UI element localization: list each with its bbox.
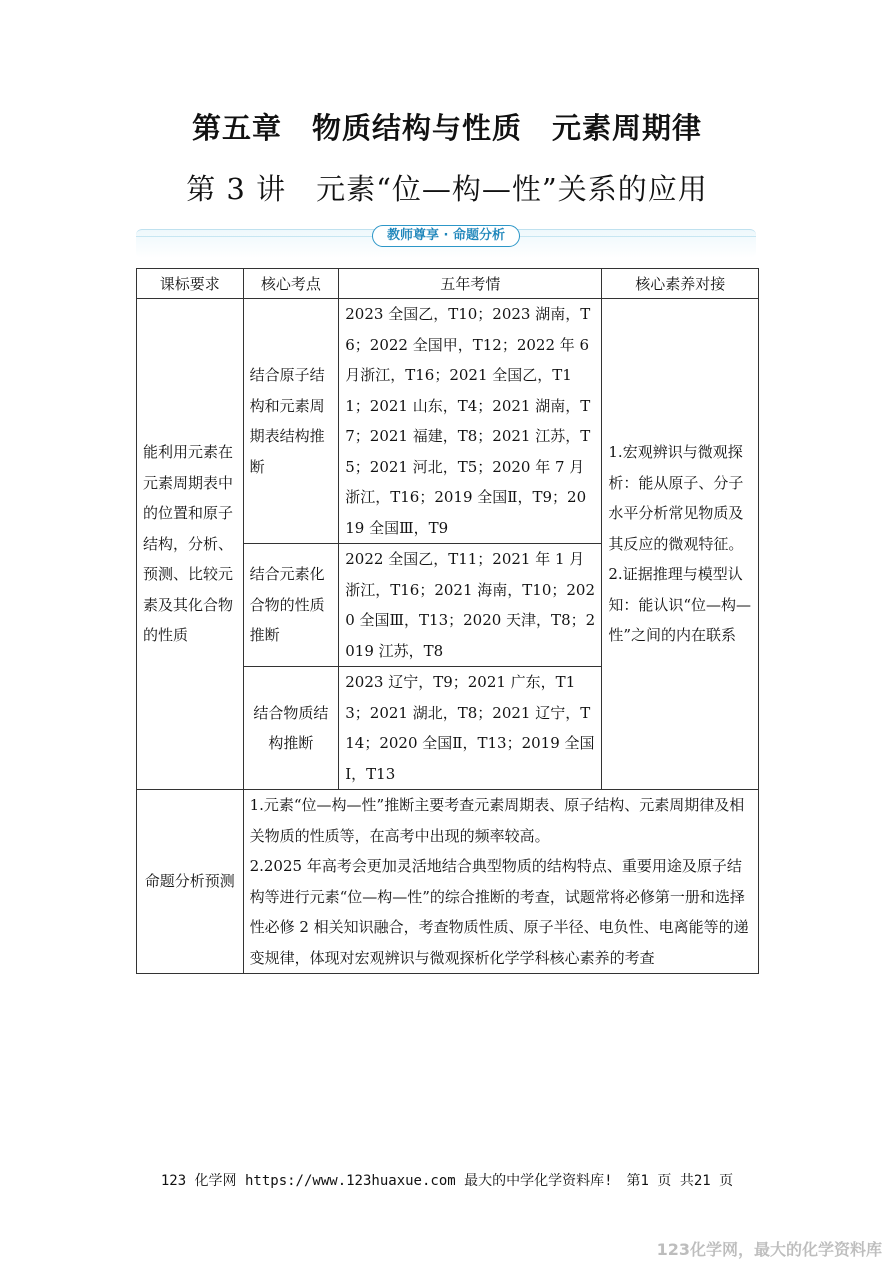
table-row	[137, 790, 759, 974]
analysis-table	[136, 268, 759, 974]
table-row	[137, 299, 759, 544]
header-requirement: 课标要求	[137, 269, 244, 299]
exams-cell: 2023 辽宁，T9；2021 广东，T13；2021 湖北，T8；2021 辽宁，T14；2020 全国Ⅱ，T13；2019 全国Ⅰ，T13	[339, 667, 602, 790]
forecast-item: 1.元素“位—构—性”推断主要考查元素周期表、原子结构、元素周期律及相关物质的性质等，在高考中出现的频率较高。	[249, 796, 745, 845]
forecast-cell	[243, 790, 758, 974]
header-core-point: 核心考点	[243, 269, 339, 299]
forecast-item: 2.2025 年高考会更加灵活地结合典型物质的结构特点、重要用途及原子结构等进行元素“位—构—性”的综合推断的考查，试题常将必修第一册和选择性必修 2 相关知识融合，考查物质性质、原子半径、电负性、电离能等的递变规律，体现对宏观辨识与微观探析化学学科核心素养的考查	[249, 857, 749, 967]
forecast-label-cell: 命题分析预测	[137, 790, 244, 974]
section-banner	[136, 229, 756, 258]
core-point-cell: 结合物质结构推断	[243, 667, 339, 790]
exams-cell: 2023 全国乙，T10；2023 湖南，T6；2022 全国甲，T12；2022 年 6 月浙江，T16；2021 全国乙，T11；2021 山东，T4；2021 湖南，T7；2021 福建，T8；2021 江苏，T5；2021 河北，T5；2020 年 7 月浙江，T16；2019 全国Ⅱ，T9；2019 全国Ⅲ，T9	[339, 299, 602, 544]
banner-label: 教师尊享 · 命题分析	[372, 225, 520, 247]
literacy-cell	[602, 299, 759, 790]
watermark-text: 123化学网，最大的化学资料库	[656, 1240, 882, 1259]
requirement-cell: 能利用元素在元素周期表中的位置和原子结构，分析、预测、比较元素及其化合物的性质	[137, 299, 244, 790]
core-point-cell: 结合元素化合物的性质推断	[243, 544, 339, 667]
literacy-item: 2.证据推理与模型认知：能认识“位—构—性”之间的内在联系	[608, 565, 752, 645]
core-point-cell: 结合原子结构和元素周期表结构推断	[243, 299, 339, 544]
table-header-row	[137, 269, 759, 299]
chapter-title: 第五章 物质结构与性质 元素周期律	[191, 111, 702, 145]
header-literacy: 核心素养对接	[602, 269, 759, 299]
lecture-title: 第 3 讲 元素“位—构—性”关系的应用	[186, 172, 708, 206]
exams-cell: 2022 全国乙，T11；2021 年 1 月浙江，T16；2021 海南，T10；2020 全国Ⅲ，T13；2020 天津，T8；2019 江苏，T8	[339, 544, 602, 667]
page-footer: 123 化学网 https://www.123huaxue.com 最大的中学化学资料库! 第1 页 共21 页	[160, 1173, 734, 1189]
literacy-item: 1.宏观辨识与微观探析：能从原子、分子水平分析常见物质及其反应的微观特征。	[608, 443, 744, 553]
header-exams: 五年考情	[339, 269, 602, 299]
